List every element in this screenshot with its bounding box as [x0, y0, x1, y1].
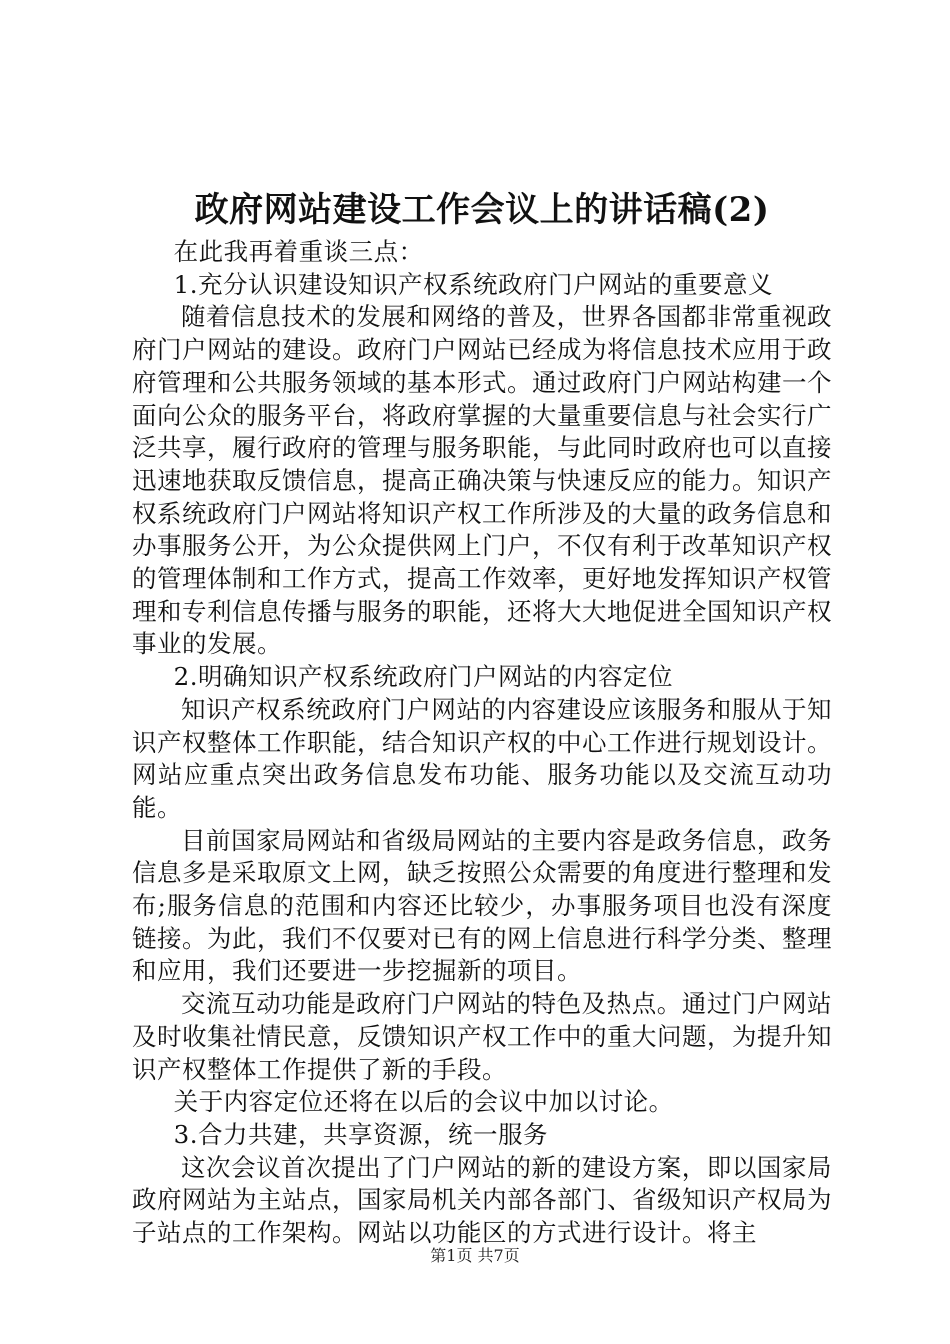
paragraph-1: 在此我再着重谈三点： — [173, 237, 424, 266]
paragraph-6: 目前国家局网站和省级局网站的主要内容是政务信息，政务信息多是采取原文上网，缺乏按照公众需要的角度进行整理和发布;服务信息的范围和内容还比较少，办事服务项目也没有深度链接。为此，我们不仅要对已有的网上信息进行科学分类、整理和应用，我们还要进一步挖掘新的项目。 — [132, 825, 832, 986]
paragraph-7: 交流互动功能是政府门户网站的特色及热点。通过门户网站及时收集社情民意，反馈知识产权工作中的重大问题，为提升知识产权整体工作提供了新的手段。 — [132, 989, 832, 1084]
document-title: 政府网站建设工作会议上的讲话稿(2) — [194, 190, 770, 230]
document-body — [132, 186, 832, 1250]
paragraph-10: 这次会议首次提出了门户网站的新的建设方案，即以国家局政府网站为主站点，国家局机关内部各部门、省级知识产权局为子站点的工作架构。网站以功能区的方式进行设计。将主 — [132, 1152, 832, 1248]
section-heading-3: 3.合力共建，共享资源，统一服务 — [173, 1119, 549, 1149]
paragraph-8: 关于内容定位还将在以后的会议中加以讨论。 — [173, 1087, 674, 1117]
paragraph-5: 知识产权系统政府门户网站的内容建设应该服务和服从于知识产权整体工作职能，结合知识产权的中心工作进行规划设计。网站应重点突出政务信息发布功能、服务功能以及交流互动功能。 — [132, 694, 832, 822]
page-indicator: 第1页 共7页 — [430, 1246, 520, 1265]
section-heading-1: 1.充分认识建设知识产权系统政府门户网站的重要意义 — [173, 269, 774, 299]
section-heading-2: 2.明确知识产权系统政府门户网站的内容定位 — [173, 662, 674, 692]
paragraph-3: 随着信息技术的发展和网络的普及，世界各国都非常重视政府门户网站的建设。政府门户网站已经成为将信息技术应用于政府管理和公共服务领域的基本形式。通过政府门户网站构建一个面向公众的服务平台，将政府掌握的大量重要信息与社会实行广泛共享，履行政府的管理与服务职能，与此同时政府也可以直接迅速地获取反馈信息，提高正确决策与快速反应的能力。知识产权系统政府门户网站将知识产权工作所涉及的大量的政务信息和办事服务公开，为公众提供网上门户，不仅有利于改革知识产权的管理体制和工作方式，提高工作效率，更好地发挥知识产权管理和专利信息传播与服务的职能，还将大大地促进全国知识产权事业的发展。 — [132, 302, 832, 659]
